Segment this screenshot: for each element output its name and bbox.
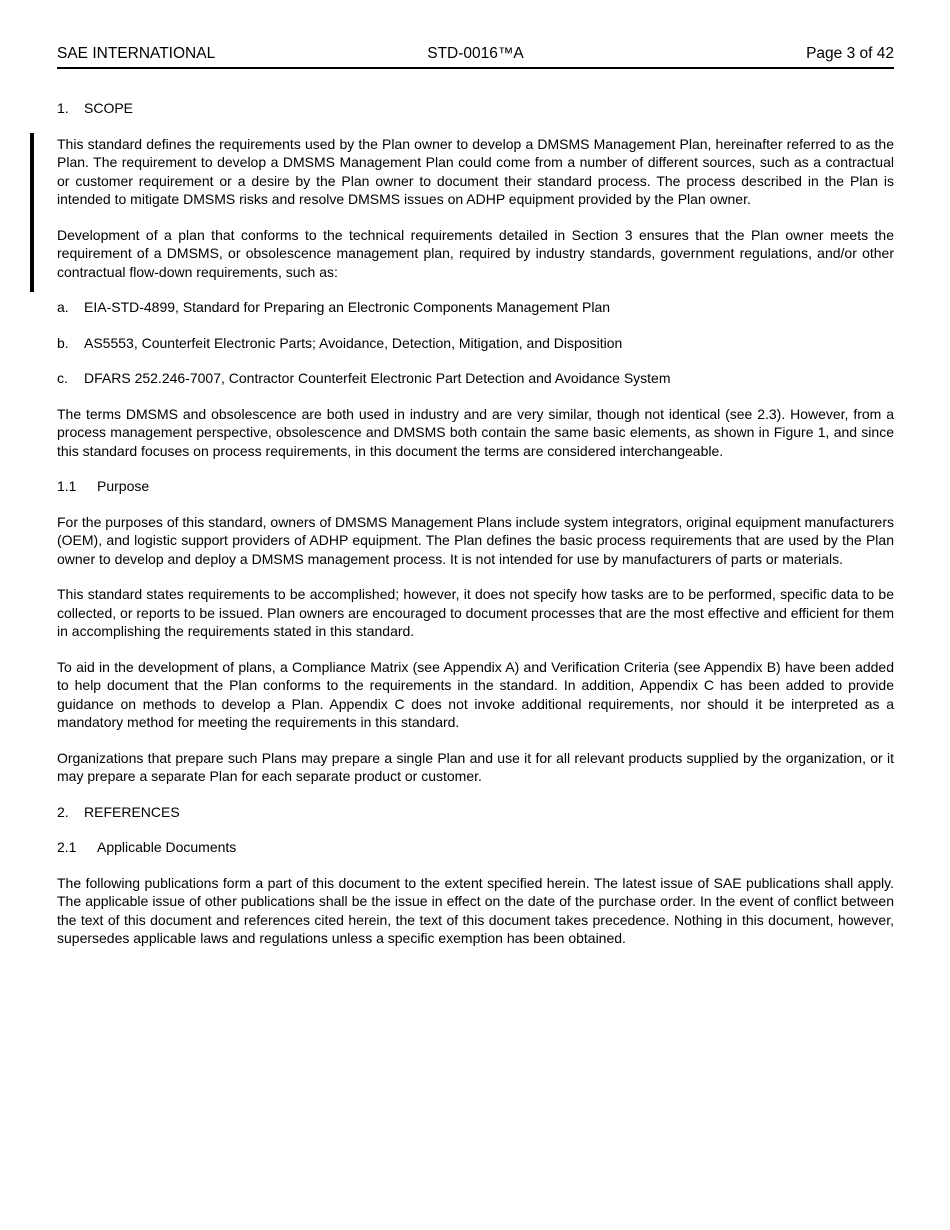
section-heading-purpose — [57, 477, 894, 496]
section-title: SCOPE — [84, 100, 134, 116]
paragraph-purpose-1: For the purposes of this standard, owners of DMSMS Management Plans include system integrators, original equipment manufacturers (OEM), and logistic support providers of ADHP equipment. The Plan defines the basic process requirements that are used by the Plan owner to develop and deploy a DMSMS management process. It is not intended for use by manufacturers of parts or materials. — [57, 513, 894, 567]
section-heading-references — [57, 803, 894, 822]
paragraph-scope-2: Development of a plan that conforms to the technical requirements detailed in Section 3 ensures that the Plan owner meets the requirement of a DMSMS, or obsolescence management plan, required by industry standards, government regulations, and/or other contractual flow-down requirements, such as: — [57, 226, 894, 280]
section-number: 2. — [57, 803, 69, 820]
section-number: 2.1 — [57, 839, 77, 855]
paragraph-scope-3: The terms DMSMS and obsolescence are both used in industry and are very similar, though not identical (see 2.3). However, from a process management perspective, obsolescence and DMSMS both contain the same basic elements, as shown in Figure 1, and since this standard focuses on process requirements, in this document the terms are considered interchangeable. — [57, 405, 894, 459]
header-document-id: STD-0016™A — [427, 45, 524, 62]
page-header — [57, 44, 894, 69]
paragraph-scope-1: This standard defines the requirements used by the Plan owner to develop a DMSMS Management Plan, hereinafter referred to as the Plan. The requirement to develop a DMSMS Management Plan could come from a number of different sources, such as a contractual or customer requirement or a desire by the Plan owner to document their standard process. The process described in the Plan is intended to mitigate DMSMS risks and resolve DMSMS issues on ADHP equipment provided by the Plan owner. — [57, 135, 894, 207]
revision-change-bar — [30, 133, 34, 292]
list-item-a — [57, 298, 894, 317]
list-item-text: AS5553, Counterfeit Electronic Parts; Avoidance, Detection, Mitigation, and Disposition — [84, 334, 623, 351]
paragraph-purpose-2: This standard states requirements to be accomplished; however, it does not specify how tasks are to be performed, specific data to be collected, or reports to be issued. Plan owners are encouraged to document processes that are the most effective and efficient for them in accomplishing the requirements stated in this standard. — [57, 586, 894, 639]
list-marker: c. — [57, 370, 68, 386]
paragraph-applicable-documents: The following publications form a part of this document to the extent specified herein. The latest issue of SAE publications shall apply. The applicable issue of other publications shall be the issue in effect on the date of the purchase order. In the event of conflict between the text of this document and references cited herein, the text of this document takes precedence. Nothing in this document, however, supersedes applicable laws and regulations unless a specific exemption has been obtained. — [57, 874, 894, 946]
paragraph-purpose-4: Organizations that prepare such Plans may prepare a single Plan and use it for all relevant products supplied by the organization, or it may prepare a separate Plan for each separate product or customer. — [57, 749, 894, 784]
section-number: 1.1 — [57, 478, 77, 494]
document-body — [57, 68, 894, 965]
section-title: Applicable Documents — [97, 839, 237, 855]
list-item-b — [57, 334, 894, 353]
section-heading-scope — [57, 99, 894, 118]
list-marker: a. — [57, 299, 69, 315]
header-organization: SAE INTERNATIONAL — [57, 45, 216, 62]
section-title: REFERENCES — [84, 803, 180, 820]
list-item-text: EIA-STD-4899, Standard for Preparing an Electronic Components Management Plan — [84, 299, 611, 315]
paragraph-purpose-3: To aid in the development of plans, a Compliance Matrix (see Appendix A) and Verification Criteria (see Appendix B) have been added to help document that the Plan conforms to the requirements in the standard. In addition, Appendix C has been added to provide guidance on methods to develop a Plan. Appendix C does not invoke additional requirements, nor should it be interpreted as a mandatory method for meeting the requirements in this standard. — [57, 658, 894, 730]
list-item-c — [57, 369, 894, 388]
section-heading-applicable-documents — [57, 838, 894, 857]
header-page-number: Page 3 of 42 — [806, 45, 894, 62]
list-marker: b. — [57, 334, 69, 351]
list-item-text: DFARS 252.246-7007, Contractor Counterfeit Electronic Part Detection and Avoidance System — [84, 370, 671, 386]
section-title: Purpose — [97, 478, 150, 494]
section-number: 1. — [57, 100, 69, 116]
